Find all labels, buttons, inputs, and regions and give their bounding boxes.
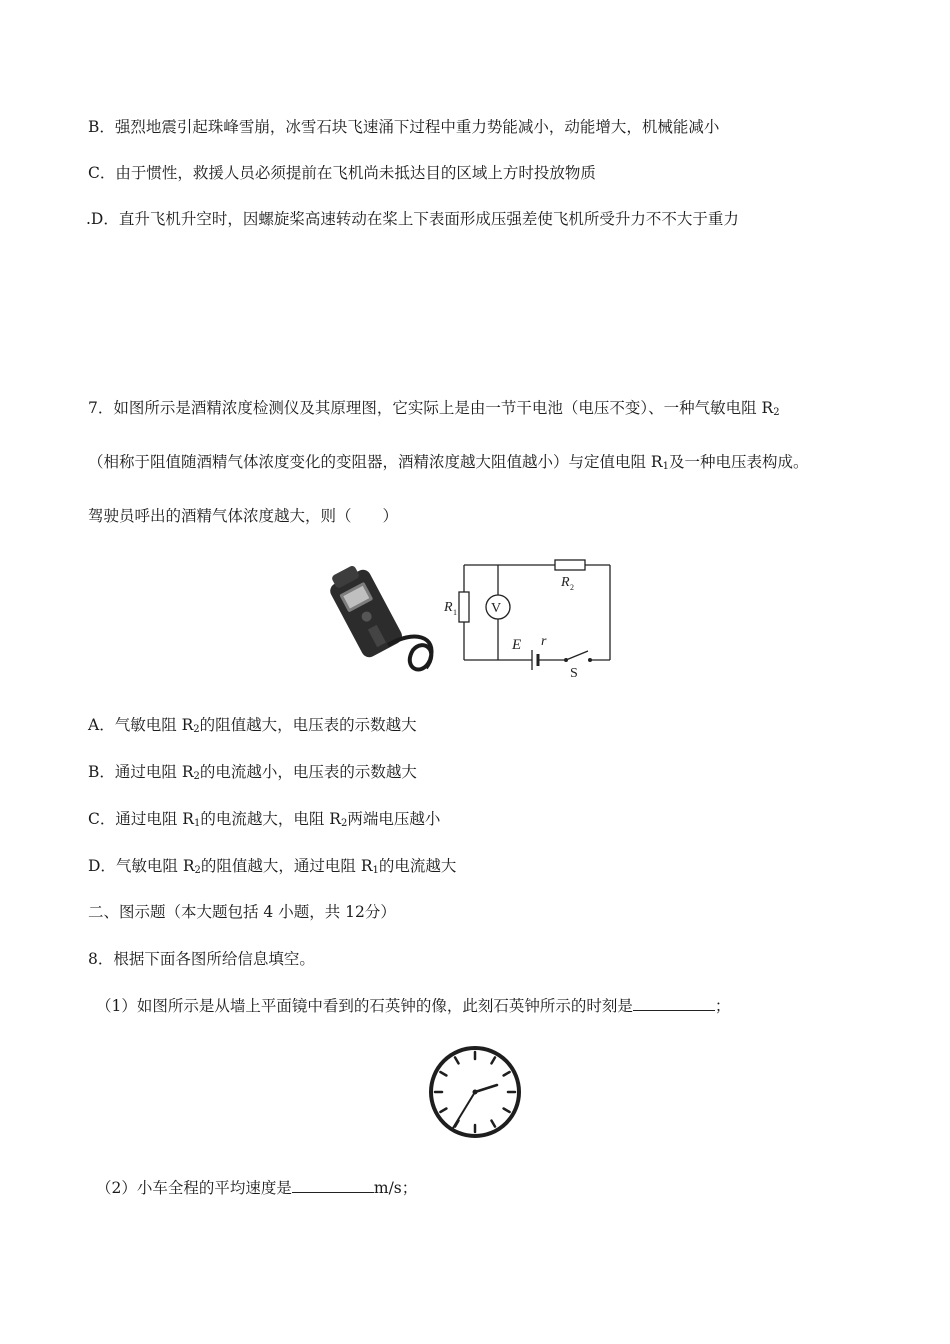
q7-stem-line3: 驾驶员呼出的酒精气体浓度越大，则（ ） xyxy=(88,507,399,525)
clock-image xyxy=(425,1042,525,1142)
option-c-q6: C．由于惯性，救援人员必须提前在飞机尚未抵达目的区域上方时投放物质 xyxy=(88,164,596,182)
label-r1: R xyxy=(444,600,453,615)
breathalyzer-image xyxy=(318,550,448,680)
resistor-r1 xyxy=(459,592,469,622)
subscript: 1 xyxy=(372,865,379,876)
label-v: V xyxy=(491,601,502,616)
label-r1-sub: 1 xyxy=(453,608,457,617)
q7-stem-text: 及一种电压表构成。 xyxy=(668,453,809,471)
answer-blank[interactable] xyxy=(292,1178,374,1193)
subscript: 1 xyxy=(662,461,669,472)
option-text: B．通过电阻 R xyxy=(88,763,194,781)
breathalyzer-icon xyxy=(318,550,448,680)
label-r2-sub: 2 xyxy=(570,583,574,592)
clock-icon xyxy=(425,1042,525,1142)
subscript: 2 xyxy=(193,771,200,782)
option-d-q7 xyxy=(88,856,456,881)
label-r: r xyxy=(541,634,547,649)
option-text: 两端电压越小 xyxy=(347,810,441,828)
subscript: 2 xyxy=(340,818,348,829)
option-text: 的阻值越大，电压表的示数越大 xyxy=(199,716,417,734)
label-e: E xyxy=(512,637,522,653)
subscript: 2 xyxy=(773,407,780,418)
q8-part1 xyxy=(96,996,730,1016)
q7-stem-text: 7．如图所示是酒精浓度检测仪及其原理图，它实际上是由一节干电池（电压不变）、一种气敏电阻 R xyxy=(88,399,774,417)
option-d-q6: .D．直升飞机升空时，因螺旋桨高速转动在桨上下表面形成压强差使飞机所受升力不不大于重力 xyxy=(86,210,739,228)
option-text: 的电流越大 xyxy=(378,857,457,875)
q8-part1-end: ； xyxy=(714,997,731,1015)
subscript: 1 xyxy=(193,818,201,829)
q7-stem-line2 xyxy=(88,452,809,477)
answer-blank[interactable] xyxy=(633,996,715,1011)
q7-stem-line1 xyxy=(88,398,780,423)
label-s: S xyxy=(570,666,578,680)
q8-part1-text: （1）如图所示是从墙上平面镜中看到的石英钟的像，此刻石英钟所示的时刻是 xyxy=(96,997,633,1015)
q8-part2-end: m/s； xyxy=(373,1179,418,1197)
option-text: 的阻值越大，通过电阻 R xyxy=(200,857,373,875)
q8-title: 8．根据下面各图所给信息填空。 xyxy=(88,950,315,968)
subscript: 2 xyxy=(194,865,201,876)
option-b-q6: B．强烈地震引起珠峰雪崩，冰雪石块飞速涌下过程中重力势能减小，动能增大，机械能减小 xyxy=(88,118,720,136)
option-text: A．气敏电阻 R xyxy=(88,716,194,734)
label-r2: R xyxy=(561,575,570,590)
subscript: 2 xyxy=(193,724,200,735)
option-a-q7 xyxy=(88,715,417,740)
option-c-q7 xyxy=(88,809,440,834)
q7-stem-text: （相称于阻值随酒精气体浓度变化的变阻器，酒精浓度越大阻值越小）与定值电阻 R xyxy=(88,453,663,471)
option-b-q7 xyxy=(88,762,417,787)
section-heading: 二、图示题（本大题包括 4 小题，共 12分） xyxy=(88,903,396,921)
q8-part2 xyxy=(96,1178,417,1198)
option-text: 的电流越大，电阻 R xyxy=(200,810,341,828)
option-text: D．气敏电阻 R xyxy=(88,857,195,875)
q8-part2-text: （2）小车全程的平均速度是 xyxy=(96,1179,292,1197)
option-text: C．通过电阻 R xyxy=(88,810,194,828)
resistor-r2 xyxy=(555,560,585,570)
circuit-diagram xyxy=(440,550,640,680)
option-text: 的电流越小，电压表的示数越大 xyxy=(199,763,417,781)
